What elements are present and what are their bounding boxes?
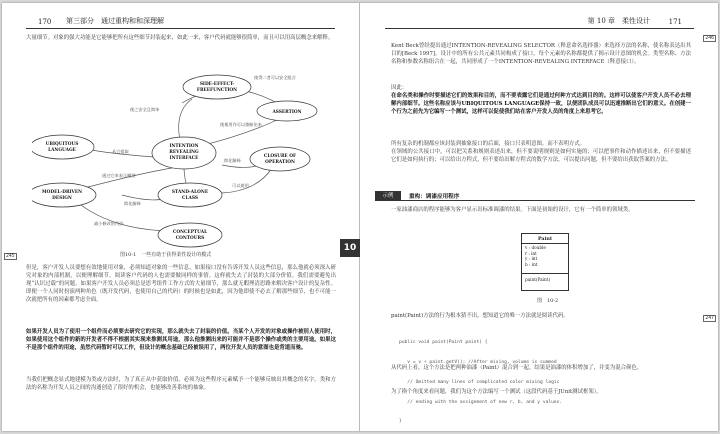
- example-title: 重构：调漆应用程序: [409, 194, 460, 200]
- right-paragraph-6: 从代码上看，这个方法是把两种油漆（Paint）混合到一起，结果是油漆的体积增加了，并变为混合颜色。: [391, 365, 643, 371]
- edge-label-9: 减小修改的代价: [94, 221, 124, 226]
- right-paragraph-4: 一家油漆商店的程序能够为客户显示出标准调漆的结果。下面是初始的设计，它有一个简单的领域类。: [391, 207, 634, 213]
- uml-method-paint: paint(Paint): [525, 277, 551, 282]
- chapter-tab: 10: [340, 239, 360, 257]
- figure-caption: 图10-1 一些有助于获得柔性设计的模式: [120, 252, 212, 258]
- right-margin-page-ref-top: 246: [705, 36, 714, 41]
- left-margin-page-ref: 245: [6, 254, 15, 259]
- uml-class-paint: [521, 233, 569, 291]
- uml-attr-y: y : int: [525, 256, 538, 262]
- left-page-number: 170: [38, 18, 52, 26]
- code-line: }: [399, 419, 402, 425]
- code-line: // ending with the assignment of new r, b, and y values.: [399, 399, 563, 405]
- right-paragraph-1: Kent Beck曾经提出通过INTENTION-REVEALING SELECTOR（释意命名选择器）来选择方法的名称，使名称表达出其目的[Beck 1997]。设计中的所有公共元素共同构成了接口，每个元素的名称都提供了揭示设计意图的机会。类型名称、方法名称和参数名称组合在一起，共同形成了一个INTENTION-REVEALING INTERFACE（释意接口）。: [391, 43, 691, 65]
- edge-label-4: 从它提取: [112, 149, 129, 154]
- node-side-effect-free-line2: FREEFUNCTION: [196, 88, 238, 93]
- node-conceptual-line1: CONCEPTUAL: [172, 230, 208, 235]
- uml-attributes: [522, 244, 568, 274]
- book-spread: [2, 3, 718, 431]
- edge-label-3: 使使用作可以推断出来: [220, 122, 262, 127]
- left-intro-paragraph: 大量细节。对象的强大功能是它能够把所有这些细节封装起来，如此一来，客户代码就能够很简单，而且可以用高层概念来解释。: [26, 35, 334, 41]
- uml-attr-r: r : int: [525, 250, 537, 256]
- code-block: [399, 327, 562, 434]
- right-page-header: [385, 17, 694, 29]
- example-heading: [375, 191, 695, 201]
- node-ubiquitous-line2: LANGUAGE: [48, 148, 76, 153]
- code-line: public void paint(Paint paint) {: [399, 340, 488, 346]
- right-running-head: 第 10 章 柔性设计: [587, 17, 650, 25]
- right-paragraph-5: paint(Paint)方法的行为根本猜不出，想知道它的唯一方法就是阅读代码。: [391, 313, 569, 319]
- edge-label-7: 简化解释: [124, 201, 141, 206]
- edge-label-1: 使得二者可以安全组合: [254, 75, 296, 80]
- node-intention-line2: REVEALING: [169, 150, 199, 155]
- right-paragraph-3: 在领域的公共接口中，可以把关系和规则表述出来，但不要说明规则是如何实施的；可以把事件和动作描述出来，但不要描述它们是如何执行的；可以给出方程式，但不要给出解方程式的数学方法。可以提出问题，但不要给出获取答案的方法。: [391, 149, 691, 163]
- node-assertion: ASSERTION: [272, 110, 302, 115]
- right-paragraph-2: 所有复杂的机制都应该封装到抽象接口的后面，接口只表明意图，而不表明方式。: [391, 141, 586, 147]
- node-standalone-line1: STAND-ALONE: [171, 190, 209, 195]
- right-page: [361, 3, 718, 431]
- node-conceptual-line2: CONTOURS: [175, 236, 205, 241]
- uml-caption: 图 10-2: [537, 298, 559, 304]
- uml-class-name: Paint: [522, 234, 568, 244]
- right-paragraph-bold: 在命名类和操作时要描述它们的效果和目的，而不要表露它们是通过何种方式达到目的的。这样可以使客户开发人员不必去理解内部细节。这些名称应该与UBIQUITOUS LANGUAGE保持一致，以便团队成员可以迅速推断出它们的意义。在创建一个行为之前先为它编写一个测试，这样可以促使我们站在客户开发人员的角度上来思考它。: [391, 93, 691, 115]
- edge-label-6: 通过它来表示模型: [102, 173, 136, 178]
- left-running-head: 第三部分 通过重构和和深理解: [66, 17, 164, 25]
- left-paragraph-2: 当我们把概念显式地建模为类或方法时，为了真正从中获取价值，必须为这些程序元素赋予一个能够反映出其概念的名字。类和方法的名称为开发人员之间的沟通创造了很好的机会，也能够改善系统的抽象。: [26, 377, 336, 391]
- node-side-effect-free-line1: SIDE-EFFECT-: [199, 82, 235, 87]
- edge-label-2: 使之安全且简单: [130, 107, 160, 112]
- code-line: v = v + paint.getV(); //After mixing, volume is summed: [399, 359, 557, 365]
- left-paragraph-bold: 如果开发人员为了使用一个组件而必须要去研究它的实现，那么就失去了封装的价值。当某个人开发的对象或操作被别人使用时，如果使用这个组件的新的开发者不得不根据其实现来推测其用途，那么他推测出来的可能并不是那个操作或类的主要用途。如果这不是那个组件的用途，虽然代码暂时可以工作，但设计的概念基础已经被误用了，两位开发人员的意图也是背道而驰。: [26, 329, 336, 351]
- right-page-number: 171: [668, 18, 682, 26]
- edge-label-5: 简化解释: [224, 158, 241, 163]
- code-line: // Omitted many lines of complicated color mixing logic: [399, 379, 560, 385]
- node-model-driven-line2: DESIGN: [52, 196, 72, 201]
- example-label: 示例: [375, 191, 401, 201]
- node-standalone-line2: CLASS: [182, 196, 198, 201]
- left-page-header: [26, 17, 335, 29]
- edge-label-8: 可以使用: [232, 183, 249, 188]
- uml-attr-b: b : int: [525, 261, 538, 267]
- uml-attr-v: v : double: [525, 245, 546, 250]
- left-page: [2, 3, 360, 431]
- node-ubiquitous-line1: UBIQUITOUS: [45, 142, 79, 147]
- node-intention-line1: INTENTION: [169, 144, 199, 149]
- right-paragraph-7: 为了换个角度来看问题，我们为这个方法编写一个测试（这段代码基于JUnit测试框架）。: [391, 389, 602, 395]
- pattern-diagram: [32, 63, 332, 249]
- node-model-driven-line1: MODEL-DRIVEN: [41, 190, 83, 195]
- therefore-label: 因此：: [391, 85, 408, 91]
- left-paragraph-1: 但是，客户开发人员要想有效地使用对象，必须知道对象的一些信息，如果接口没有告诉开发人员这些信息，那么他就必须深入研究对象的内部机制，以便理解细节。阅读客户代码的人也需要做同样的事情。这样就失去了封装的大部分价值。我们需要避免出现“认识过载”的问题。如果客户开发人员必须总是思考组件工作方式的大量细节，那么就无暇理清思路来解决客户设计的复杂性。即便一个人同时扮演两种角色（既开发代码，也使用自己的代码）的时候也是如此，因为他即使不必去了解那些细节，也不可能一次就把所有的因素都考虑全面。: [26, 265, 336, 303]
- node-closure-line1: CLOSURE OF: [263, 154, 297, 159]
- node-intention-line3: INTERFACE: [169, 156, 199, 161]
- node-closure-line2: OPERATION: [265, 160, 295, 165]
- right-margin-page-ref-bottom: 247: [705, 316, 714, 321]
